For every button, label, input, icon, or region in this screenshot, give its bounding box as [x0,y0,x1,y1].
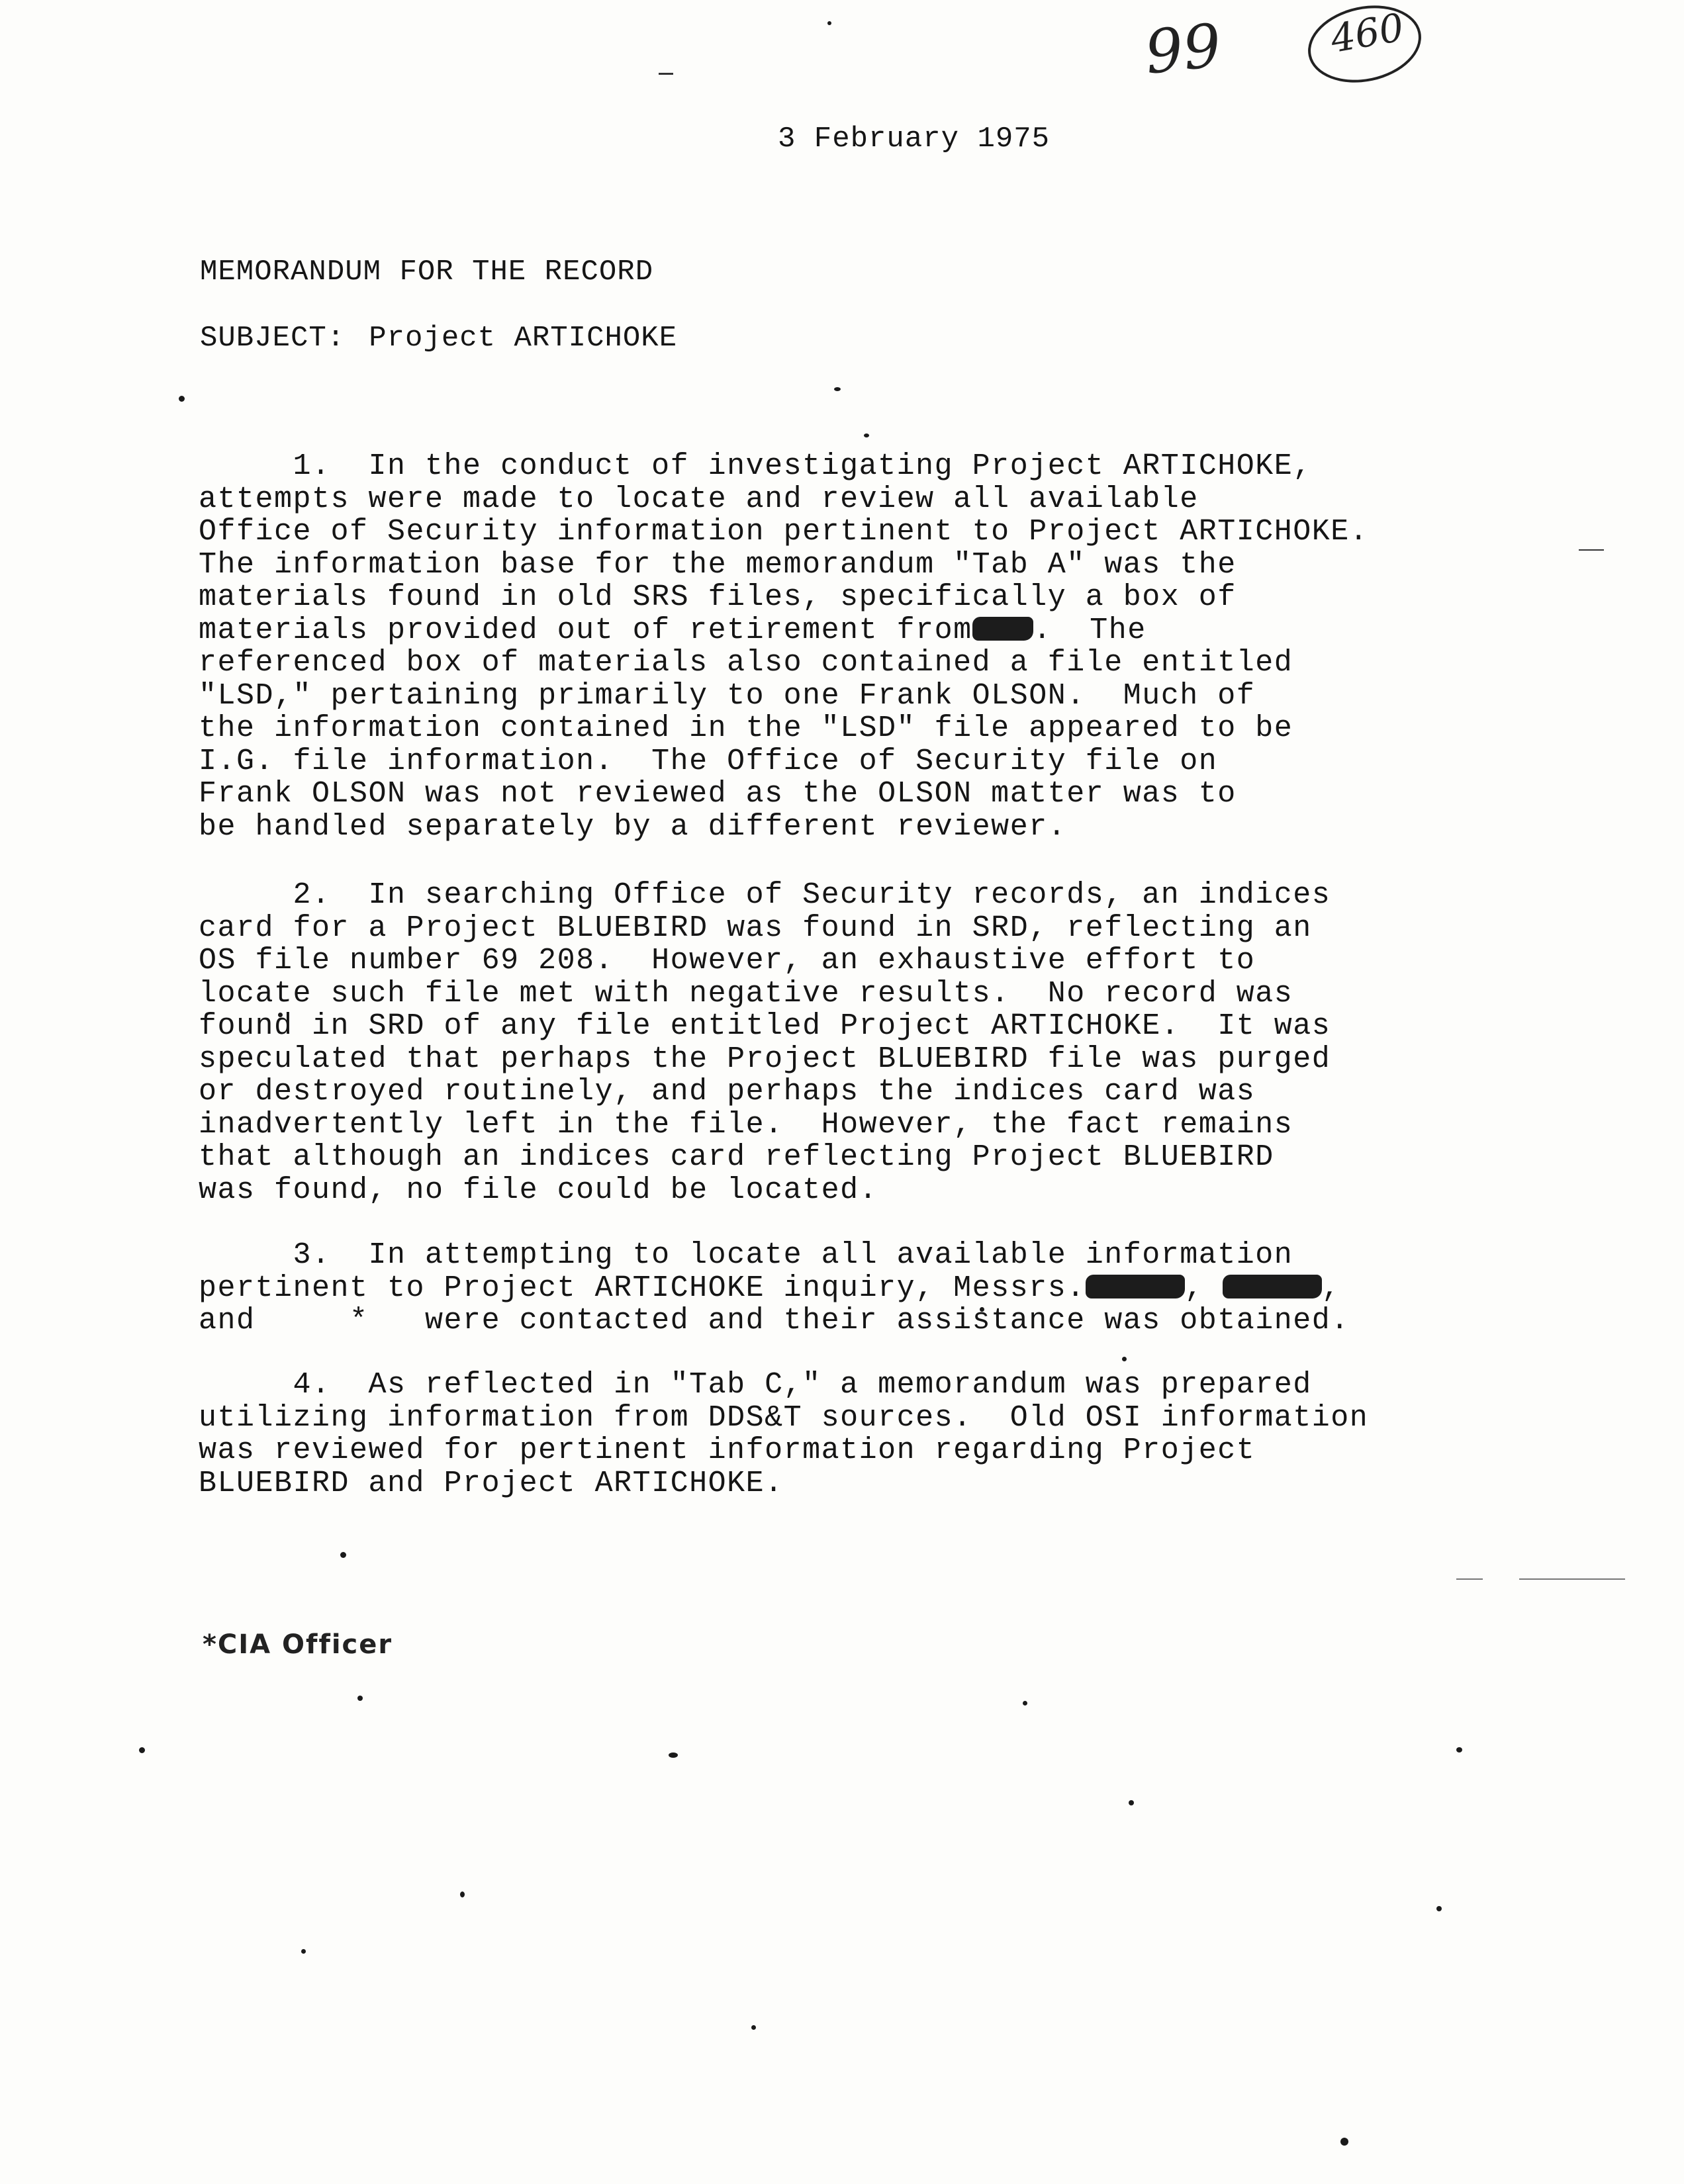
text-line: be handled separately by a different reviewer. [199,809,1067,844]
memo-heading: MEMORANDUM FOR THE RECORD [200,255,654,289]
text-line: "LSD," pertaining primarily to one Frank OLSON. Much of [199,678,1256,713]
text-line: that although an indices card reflecting Project BLUEBIRD [199,1140,1274,1174]
text-segment: materials provided out of retirement from [199,613,972,647]
scan-speck [179,396,185,402]
scan-speck [864,433,869,437]
scan-speck [357,1696,363,1701]
redaction-mark [1223,1275,1322,1298]
text-line: the information contained in the "LSD" file appeared to be [199,711,1293,745]
text-segment: , [1184,1271,1223,1305]
redaction-mark [1086,1275,1185,1298]
handwritten-page-number: 99 [1141,11,1225,88]
text-line: speculated that perhaps the Project BLUEBIRD file was purged [199,1042,1331,1076]
text-line: Frank OLSON was not reviewed as the OLSON matter was to [199,777,1237,811]
scan-streak [1519,1578,1625,1580]
text-line [199,1272,1456,1305]
scan-speck [669,1752,678,1758]
text-line: locate such file met with negative results. No record was [199,976,1293,1011]
text-line: referenced box of materials also contained a file entitled [199,646,1293,680]
scan-streak [659,73,673,75]
redaction-mark [972,617,1033,641]
text-line: Office of Security information pertinent to Project ARTICHOKE. [199,515,1369,549]
text-line: 1. In the conduct of investigating Project ARTICHOKE, [199,449,1312,483]
text-line: attempts were made to locate and review all available [199,482,1199,516]
text-line: was found, no file could be located. [199,1173,878,1207]
scan-streak [1579,549,1604,551]
paragraph-4 [199,1369,1456,1500]
text-segment: pertinent to Project ARTICHOKE inquiry, Messrs. [199,1271,1086,1305]
scan-speck [834,387,841,391]
text-line: inadvertently left in the file. However, the fact remains [199,1107,1293,1142]
text-line: BLUEBIRD and Project ARTICHOKE. [199,1466,784,1500]
scan-speck [340,1552,346,1558]
memo-date: 3 February 1975 [778,122,1051,156]
paragraph-2 [199,879,1456,1206]
footnote: *CIA Officer [203,1629,393,1660]
text-line: 4. As reflected in "Tab C," a memorandum was prepared [199,1368,1312,1402]
paragraph-1 [199,450,1456,843]
text-line: was reviewed for pertinent information regarding Project [199,1433,1256,1467]
scan-speck [301,1949,306,1954]
scan-speck [1023,1701,1027,1706]
scan-speck [1340,2138,1348,2146]
text-segment: , [1321,1271,1341,1305]
text-line: The information base for the memorandum "Tab A" was the [199,547,1237,582]
text-line: card for a Project BLUEBIRD was found in SRD, reflecting an [199,911,1312,945]
text-line: found in SRD of any file entitled Project ARTICHOKE. It was [199,1009,1331,1043]
scan-speck [827,21,831,25]
text-line: 2. In searching Office of Security records, an indices [199,878,1331,912]
scan-speck [1129,1800,1134,1805]
text-line [199,614,1456,647]
scan-streak [1456,1578,1483,1580]
memo-subject [200,322,677,355]
scan-speck [751,2025,756,2030]
scan-speck [1122,1357,1127,1361]
paragraph-3 [199,1239,1456,1338]
scan-speck [460,1891,465,1897]
scan-speck [1456,1747,1462,1752]
text-line: and * were contacted and their assistance was obtained. [199,1304,1350,1338]
text-line: OS file number 69 208. However, an exhaustive effort to [199,944,1256,978]
text-line: utilizing information from DDS&T sources. Old OSI information [199,1400,1369,1435]
text-segment: . The [1033,613,1146,647]
subject-value: Project ARTICHOKE [369,322,678,355]
handwritten-circled-number: 460 [1327,4,1407,62]
scan-speck [139,1747,145,1753]
subject-label: SUBJECT: [200,322,346,355]
text-line: I.G. file information. The Office of Security file on [199,744,1218,778]
text-line: materials found in old SRS files, specifically a box of [199,580,1237,614]
scan-speck [1436,1906,1442,1911]
text-line: 3. In attempting to locate all available information [199,1238,1293,1272]
text-line: or destroyed routinely, and perhaps the indices card was [199,1075,1256,1109]
